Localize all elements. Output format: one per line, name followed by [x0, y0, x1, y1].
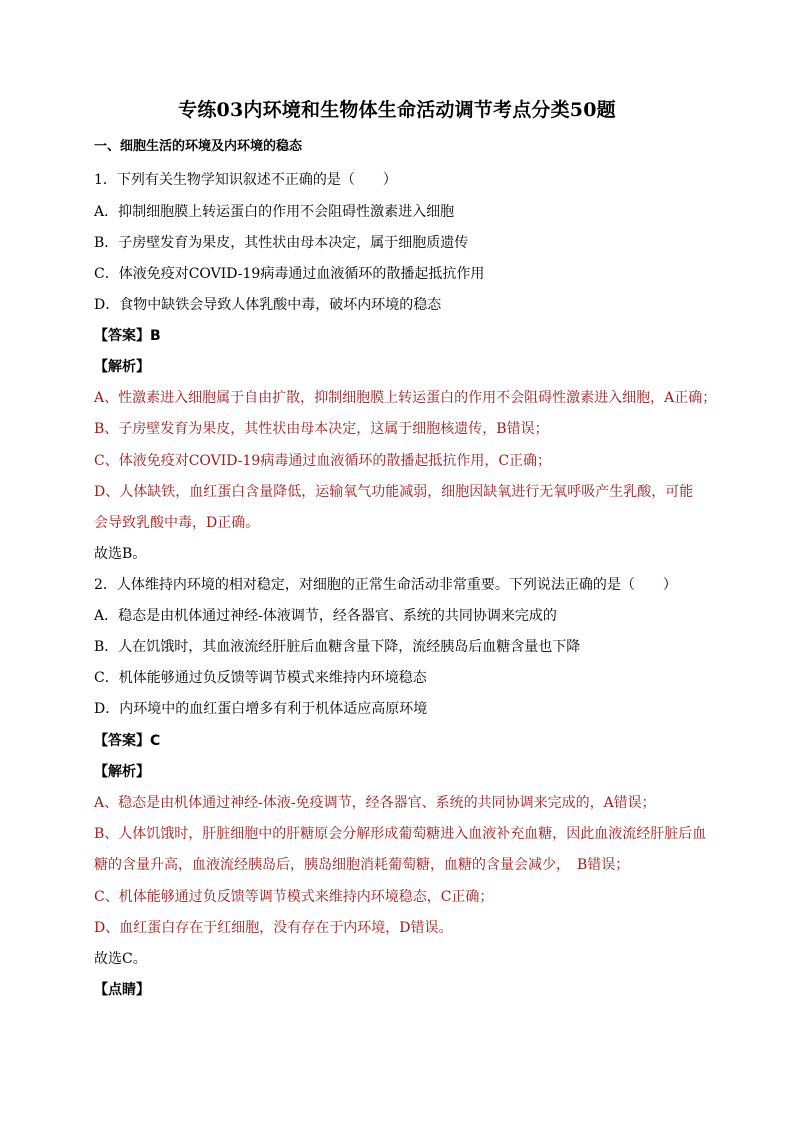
question-1-analysis-c: C、体液免疫对COVID-19病毒通过血液循环的散播起抵抗作用，C正确；	[94, 453, 552, 469]
question-2-analysis-a: A、稳态是由机体通过神经-体液-免疫调节，经各器官、系统的共同协调来完成的，A错误；	[94, 795, 656, 811]
question-2-option-d: D．内环境中的血红蛋白增多有利于机体适应高原环境	[94, 701, 428, 717]
question-2-analysis-c: C、机体能够通过负反馈等调节模式来维持内环境稳态，C正确；	[94, 889, 494, 905]
question-1-option-d: D．食物中缺铁会导致人体乳酸中毒，破坏内环境的稳态	[94, 297, 442, 313]
question-1-option-a: A．抑制细胞膜上转运蛋白的作用不会阻碍性激素进入细胞	[94, 204, 455, 220]
question-2-option-c: C．机体能够通过负反馈等调节模式来维持内环境稳态	[94, 670, 427, 686]
page-title: 专练03内环境和生物体生命活动调节考点分类50题	[178, 99, 616, 121]
question-1-option-b: B．子房壁发育为果皮，其性状由母本决定，属于细胞质遗传	[94, 235, 469, 251]
question-1-conclusion: 故选B。	[94, 546, 147, 562]
question-2-conclusion: 故选C。	[94, 951, 147, 967]
question-1-analysis-d-cont: 会导致乳酸中毒，D正确。	[94, 515, 260, 531]
question-1-answer: 【答案】B	[94, 328, 161, 344]
question-2-comment-label: 【点睛】	[94, 982, 150, 998]
question-1-stem: 1．下列有关生物学知识叙述不正确的是（ ）	[94, 172, 397, 188]
question-2-analysis-label: 【解析】	[94, 764, 150, 780]
question-2-stem: 2．人体维持内环境的相对稳定，对细胞的正常生命活动非常重要。下列说法正确的是（ ）	[94, 577, 677, 593]
section-heading: 一、细胞生活的环境及内环境的稳态	[94, 139, 303, 154]
question-1-analysis-label: 【解析】	[94, 359, 150, 375]
question-2-option-a: A．稳态是由机体通过神经-体液调节，经各器官、系统的共同协调来完成的	[94, 608, 557, 624]
question-1-option-c: C．体液免疫对COVID-19病毒通过血液循环的散播起抵抗作用	[94, 266, 485, 282]
question-1-analysis-b: B、子房壁发育为果皮，其性状由母本决定，这属于细胞核遗传，B错误；	[94, 421, 549, 437]
question-2-analysis-d: D、血红蛋白存在于红细胞，没有存在于内环境，D错误。	[94, 920, 453, 936]
question-2-option-b: B．人在饥饿时，其血液流经肝脏后血糖含量下降，流经胰岛后血糖含量也下降	[94, 639, 581, 655]
question-1-analysis-d: D、人体缺铁，血红蛋白含量降低，运输氧气功能减弱，细胞因缺氧进行无氧呼吸产生乳酸，可能	[94, 484, 694, 500]
question-2-analysis-b-cont: 糖的含量升高，血液流经胰岛后，胰岛细胞消耗葡萄糖，血糖的含量会减少， B错误；	[94, 857, 630, 873]
question-2-answer: 【答案】C	[94, 733, 161, 749]
question-1-analysis-a: A、性激素进入细胞属于自由扩散，抑制细胞膜上转运蛋白的作用不会阻碍性激素进入细胞，A正确；	[94, 390, 717, 406]
question-2-analysis-b: B、人体饥饿时，肝脏细胞中的肝糖原会分解形成葡萄糖进入血液补充血糖，因此血液流经肝脏后血	[94, 826, 707, 842]
